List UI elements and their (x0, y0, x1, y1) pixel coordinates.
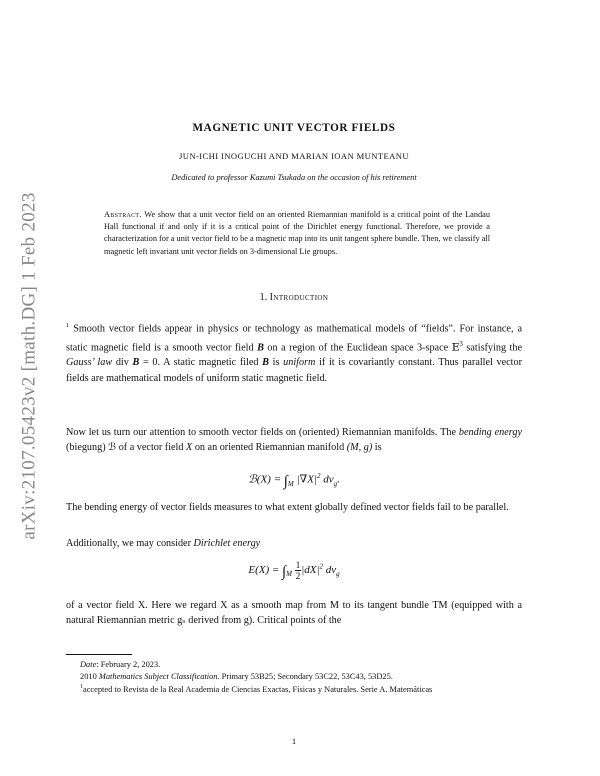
emphasis-text: Dirichlet energy (193, 538, 261, 549)
equation-body: |∇X| (296, 473, 317, 486)
emphasis-text: Gauss’ law (66, 357, 113, 369)
footnote-marker: 1 (66, 322, 70, 329)
abstract-text: We show that a unit vector field on an oriented Riemannian manifold is a critical point of the Landau Hall functional if and only if it is a critical point of the Dirichlet energy functional. Therefore, we provide a characterization for a unit vector field to be a magnetic map into its unit tangent sphere bundle. Then, we classify all magnetic left invariant unit vector fields on 3-dimensional Lie groups. (104, 210, 490, 256)
intro-paragraph-4 (66, 536, 522, 551)
section-title: Introduction (269, 292, 329, 303)
equation-bending-energy (66, 472, 522, 491)
integral-sign: ∫ (283, 473, 288, 490)
text-run: = 0. A static magnetic filed (139, 357, 263, 369)
equation-period: . (337, 473, 340, 486)
math-symbol: (M, g) (346, 442, 373, 454)
text-run: (biegung) ℬ of a vector field (66, 442, 187, 454)
arxiv-side-stamp (8, 176, 52, 556)
text-run: on a region of the Euclidean space 3-space (263, 342, 452, 354)
math-symbol: X (186, 442, 193, 454)
fraction-denominator: 2 (295, 571, 301, 581)
equation-dirichlet-energy (66, 560, 522, 581)
math-symbol: 𝔼 (451, 342, 460, 354)
footnote-text: 2010 (80, 671, 99, 681)
intro-paragraph-1 (66, 318, 522, 386)
text-run: Smooth vector fields appear in physics or technology as mathematical models of “fields”. For instance, a static magnetic field is a smooth vector field (66, 323, 522, 354)
footnotes (66, 659, 522, 695)
paper-authors: JUN-ICHI INOGUCHI AND MARIAN IOAN MUNTEANU (179, 151, 409, 161)
text-run: is (268, 357, 284, 369)
fraction-numerator: 1 (295, 560, 301, 570)
footnote-marker: 1 (80, 684, 83, 690)
integral-sign: ∫ (282, 564, 287, 581)
math-subscript: g (333, 479, 338, 488)
text-run: if it is covariantly constant. Thus parallel vector fields are mathematical models of uniform static magnetic field. (66, 357, 522, 384)
intro-paragraph-5: of a vector field X. Here we regard X as a smooth map from M to its tangent bundle TM (equipped with a natural Riemannian metric gₛ derived from g). Critical points of the (66, 600, 522, 627)
math-subscript: g (336, 570, 340, 579)
page-number: 1 (291, 736, 297, 746)
emphasis-text: bending energy (458, 427, 522, 438)
abstract (104, 209, 490, 258)
integral-domain: M (286, 570, 292, 579)
intro-paragraph-2 (66, 425, 522, 456)
footnote-acceptance (66, 682, 522, 695)
footnote-msc (66, 671, 522, 683)
footnote-text: accepted to Revista de la Real Academia de Ciencias Exactas, Físicas y Naturales. Serie A. Matemáticas (83, 684, 433, 694)
equation-lhs: E(X) = (248, 564, 283, 577)
math-superscript: 3 (459, 339, 463, 348)
integral-domain: M (287, 479, 294, 488)
footnote-text: : February 2, 2023. (96, 660, 161, 669)
text-run: satisfying the (462, 342, 522, 354)
text-run: Now let us turn our attention to smooth vector fields on (oriented) Riemannian manifolds. The (66, 427, 459, 438)
footnote-text: Primary 53B25; Secondary 53C22, 53C43, 53D25. (219, 671, 393, 681)
math-symbol: B (132, 357, 140, 369)
math-superscript: 2 (319, 562, 324, 571)
math-symbol: B (257, 342, 264, 354)
abstract-label: Abstract. (104, 210, 142, 219)
text-run: Additionally, we may consider (66, 538, 194, 549)
volume-element: dv (323, 564, 337, 577)
text-run: div (112, 357, 133, 369)
footnote-label: Date (80, 660, 97, 669)
equation-body: |dX| (301, 564, 320, 577)
equation-lhs: ℬ(X) = (248, 473, 284, 486)
footnote-label: Mathematics Subject Classification. (98, 671, 220, 681)
section-number: 1. (259, 292, 268, 303)
volume-element: dv (320, 473, 334, 486)
intro-paragraph-3: The bending energy of vector fields measures to what extent globally defined vector fields fail to be parallel. (66, 502, 509, 513)
paper-title: MAGNETIC UNIT VECTOR FIELDS (192, 122, 396, 134)
text-run: is (372, 442, 382, 454)
footnote-date (66, 659, 522, 671)
math-symbol: B (262, 357, 269, 369)
math-superscript: 2 (316, 472, 321, 480)
emphasis-text: uniform (283, 357, 316, 369)
arxiv-identifier: arXiv:2107.05423v2 [math.DG] 1 Feb 2023 (19, 192, 41, 540)
dedication: Dedicated to professor Kazumi Tsukada on the occasion of his retirement (171, 173, 417, 182)
footnote-rule (66, 654, 132, 655)
section-heading (66, 292, 522, 303)
text-run: on an oriented Riemannian manifold (192, 442, 347, 454)
